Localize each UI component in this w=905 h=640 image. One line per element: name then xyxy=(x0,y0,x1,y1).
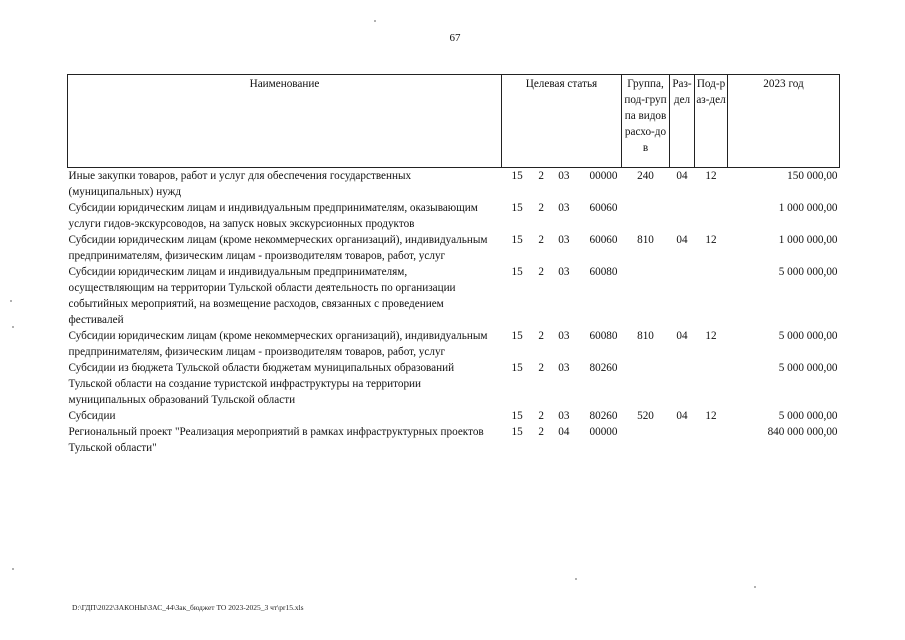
row-section: 04 xyxy=(676,410,688,422)
row-amount: 5 000 000,00 xyxy=(778,410,838,422)
row-target-article xyxy=(502,200,622,232)
target-subprogram: 2 xyxy=(538,234,544,246)
row-subsection: 12 xyxy=(705,410,717,422)
row-expense-group xyxy=(622,360,670,408)
row-target-article xyxy=(502,424,622,456)
target-program: 15 xyxy=(511,170,523,182)
row-name: Иные закупки товаров, работ и услуг для обеспечения государственных (муниципальных) нужд xyxy=(68,170,412,198)
row-amount: 150 000,00 xyxy=(787,170,838,182)
row-amount: 1 000 000,00 xyxy=(778,234,838,246)
target-direction: 60080 xyxy=(589,266,618,278)
target-direction: 60060 xyxy=(589,234,618,246)
table-row xyxy=(68,360,840,408)
row-expense-group: 810 xyxy=(637,330,654,342)
target-measure: 03 xyxy=(558,410,570,422)
target-program: 15 xyxy=(511,330,523,342)
row-name: Субсидии xyxy=(68,410,116,422)
row-target-article xyxy=(502,360,622,408)
row-subsection: 12 xyxy=(705,330,717,342)
page-number: 67 xyxy=(449,32,461,44)
scan-speck xyxy=(374,20,376,22)
header-name: Наименование xyxy=(68,75,502,168)
row-amount: 5 000 000,00 xyxy=(778,330,838,342)
target-program: 15 xyxy=(511,234,523,246)
scan-speck xyxy=(754,586,756,588)
table-row xyxy=(68,328,840,360)
row-name: Субсидии из бюджета Тульской области бюджетам муниципальных образований Тульской области на создание туристской инфраструктуры на территории муниципальных образований Тульской области xyxy=(68,362,455,406)
row-amount: 5 000 000,00 xyxy=(778,266,838,278)
header-section: Раз-дел xyxy=(670,75,695,168)
row-target-article xyxy=(502,408,622,424)
target-subprogram: 2 xyxy=(538,410,544,422)
target-measure: 03 xyxy=(558,202,570,214)
row-expense-group: 810 xyxy=(637,234,654,246)
target-direction: 60080 xyxy=(589,330,618,342)
table-row xyxy=(68,200,840,232)
row-target-article xyxy=(502,232,622,264)
row-section: 04 xyxy=(676,330,688,342)
row-section xyxy=(670,264,695,328)
row-section xyxy=(670,424,695,456)
row-expense-group xyxy=(622,424,670,456)
row-subsection xyxy=(695,200,728,232)
header-expense-group: Группа, под-группа видов расхо-дов xyxy=(622,75,670,168)
table-header-row xyxy=(68,75,840,168)
row-name: Субсидии юридическим лицам (кроме некоммерческих организаций), индивидуальным предпринимателям, физическим лицам - производителям товаров, работ, услуг xyxy=(68,234,488,262)
row-section xyxy=(670,360,695,408)
scan-speck xyxy=(575,578,577,580)
row-subsection xyxy=(695,264,728,328)
target-program: 15 xyxy=(511,202,523,214)
row-expense-group: 520 xyxy=(637,410,654,422)
scan-speck xyxy=(10,300,12,302)
target-direction: 00000 xyxy=(589,426,618,438)
target-subprogram: 2 xyxy=(538,362,544,374)
target-subprogram: 2 xyxy=(538,330,544,342)
row-name: Региональный проект "Реализация мероприятий в рамках инфраструктурных проектов Тульской области" xyxy=(68,426,484,454)
target-measure: 04 xyxy=(558,426,570,438)
budget-table xyxy=(67,74,840,456)
target-subprogram: 2 xyxy=(538,426,544,438)
scan-speck xyxy=(12,326,14,328)
row-target-article xyxy=(502,264,622,328)
target-subprogram: 2 xyxy=(538,202,544,214)
table-row xyxy=(68,168,840,201)
row-section: 04 xyxy=(676,170,688,182)
file-path-footer: D:\ГДП\2022\ЗАКОНЫ\ЗАС_44\Зак_бюджет ТО 2023-2025_3 чт\pr15.xls xyxy=(72,603,304,612)
target-program: 15 xyxy=(511,362,523,374)
target-measure: 03 xyxy=(558,234,570,246)
target-direction: 80260 xyxy=(589,410,618,422)
row-expense-group xyxy=(622,200,670,232)
row-name: Субсидии юридическим лицам (кроме некоммерческих организаций), индивидуальным предпринимателям, физическим лицам - производителям товаров, работ, услуг xyxy=(68,330,488,358)
target-measure: 03 xyxy=(558,362,570,374)
target-direction: 80260 xyxy=(589,362,618,374)
target-program: 15 xyxy=(511,426,523,438)
target-program: 15 xyxy=(511,410,523,422)
row-subsection xyxy=(695,360,728,408)
row-amount: 840 000 000,00 xyxy=(767,426,838,438)
target-direction: 00000 xyxy=(589,170,618,182)
target-measure: 03 xyxy=(558,266,570,278)
row-amount: 5 000 000,00 xyxy=(778,362,838,374)
target-subprogram: 2 xyxy=(538,170,544,182)
scan-speck xyxy=(12,568,14,570)
row-target-article xyxy=(502,168,622,201)
header-target-article: Целевая статья xyxy=(502,75,622,168)
row-subsection: 12 xyxy=(705,234,717,246)
table-row xyxy=(68,232,840,264)
table-row xyxy=(68,424,840,456)
table-row xyxy=(68,264,840,328)
row-section: 04 xyxy=(676,234,688,246)
header-subsection: Под-раз-дел xyxy=(695,75,728,168)
row-section xyxy=(670,200,695,232)
target-measure: 03 xyxy=(558,170,570,182)
row-name: Субсидии юридическим лицам и индивидуальным предпринимателям, оказывающим услуги гидов-экскурсоводов, на запуск новых экскурсионных продуктов xyxy=(68,202,478,230)
row-subsection: 12 xyxy=(705,170,717,182)
row-expense-group xyxy=(622,264,670,328)
row-name: Субсидии юридическим лицам и индивидуальным предпринимателям, осуществляющим на территории Тульской области деятельность по организации событийных мероприятий, на возмещение расходов, связанных с проведением фестивалей xyxy=(68,266,456,326)
row-subsection xyxy=(695,424,728,456)
target-measure: 03 xyxy=(558,330,570,342)
header-amount-2023: 2023 год xyxy=(728,75,840,168)
target-direction: 60060 xyxy=(589,202,618,214)
row-expense-group: 240 xyxy=(637,170,654,182)
target-program: 15 xyxy=(511,266,523,278)
row-amount: 1 000 000,00 xyxy=(778,202,838,214)
row-target-article xyxy=(502,328,622,360)
table-row xyxy=(68,408,840,424)
target-subprogram: 2 xyxy=(538,266,544,278)
